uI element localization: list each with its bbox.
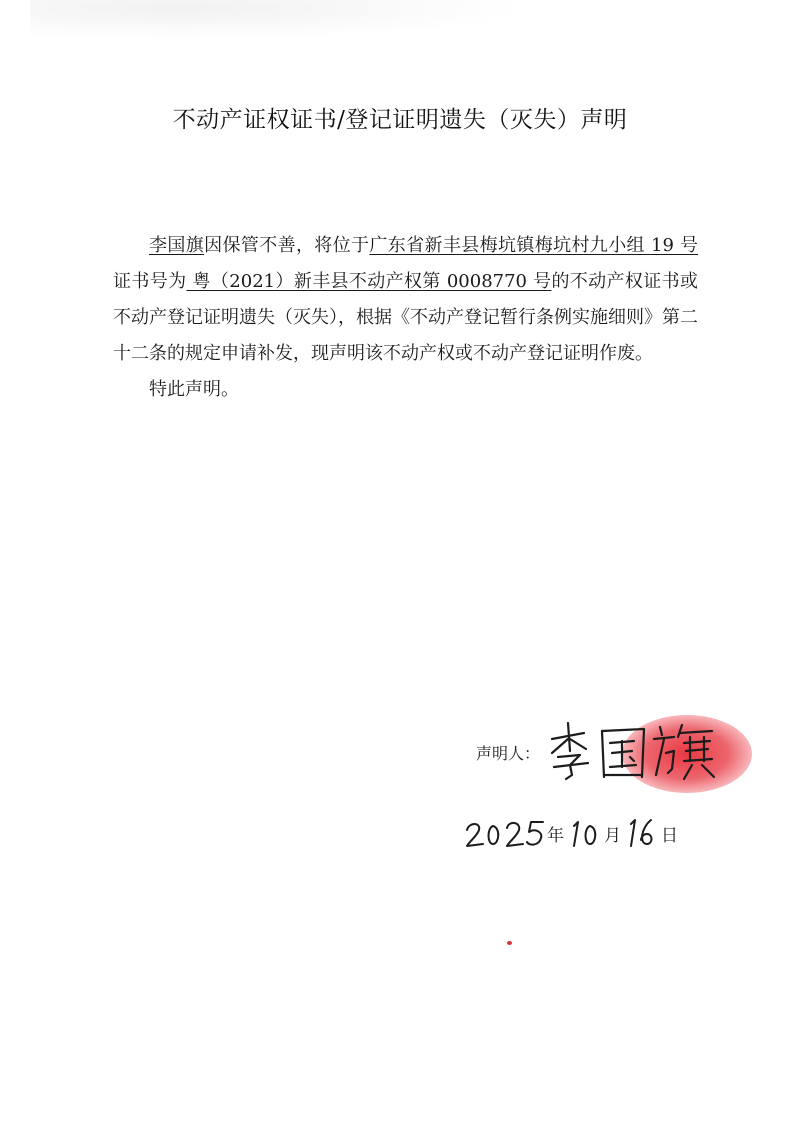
signature-area	[544, 717, 754, 787]
date-block	[463, 810, 682, 850]
handwritten-month	[568, 814, 602, 850]
handwritten-signature	[544, 717, 754, 787]
year-unit: 年	[547, 826, 564, 846]
declaration-body	[113, 228, 698, 408]
scan-artifact	[30, 0, 530, 40]
declaration-paragraph	[113, 228, 698, 372]
handwritten-day	[625, 814, 659, 850]
declarant-name: 李国旗	[149, 235, 205, 256]
document-title: 不动产证权证书/登记证明遗失（灭失）声明	[172, 107, 628, 133]
day-unit: 日	[661, 826, 678, 846]
paragraph-text-3: 的不动产权证书或不动产登记证明遗失（灭失），根据《不动产登记暂行条例实施细则》第二十二条的规定申请补发，现声明该不动产权或不动产登记证明作废。	[113, 271, 699, 364]
certificate-number: 粤（2021）新丰县不动产权第 0008770 号	[186, 271, 552, 292]
property-location: 广东省新丰县梅坑镇梅坑村九小组 19 号	[369, 235, 699, 256]
handwritten-year	[463, 814, 545, 850]
declarant-label: 声明人：	[476, 743, 541, 763]
ink-speck	[507, 941, 512, 945]
month-unit: 月	[604, 826, 621, 846]
paragraph-text-1: 因保管不善，将位于	[204, 235, 370, 256]
paragraph-text-2: 证书号为	[113, 271, 187, 292]
declarant-block	[476, 722, 754, 782]
closing-statement: 特此声明。	[149, 379, 239, 400]
